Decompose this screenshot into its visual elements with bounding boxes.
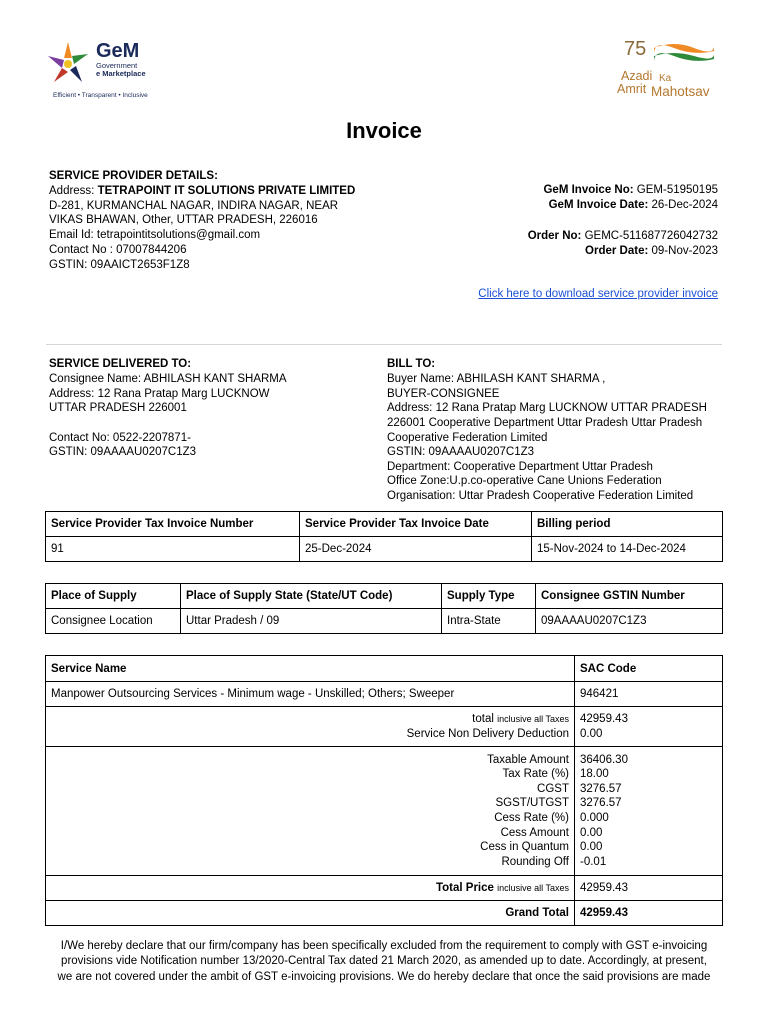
gem-star-icon: [42, 38, 94, 90]
tax-values: 36406.30 18.00 3276.57 3276.57 0.000 0.00 0.00 -0.01: [575, 747, 723, 876]
sac-code-header: SAC Code: [575, 656, 723, 682]
mahotsav-text: Mahotsav: [651, 84, 710, 99]
service-name: Manpower Outsourcing Services - Minimum wage - Unskilled; Others; Sweeper: [46, 682, 575, 707]
table-cell: 25-Dec-2024: [300, 537, 532, 562]
tax-invoice-table: [45, 511, 723, 562]
gem-tagline: Efficient • Transparent • Inclusive: [53, 92, 148, 99]
table-header: Consignee GSTIN Number: [536, 584, 723, 609]
provider-address-line1: Address: TETRAPOINT IT SOLUTIONS PRIVATE LIMITED: [49, 185, 356, 197]
divider: [46, 344, 722, 345]
table-row: [46, 609, 723, 634]
table-row: [46, 682, 723, 707]
bill-to-heading: BILL TO:: [387, 358, 436, 370]
bill-address3: Cooperative Federation Limited: [387, 432, 548, 444]
table-header-row: [46, 512, 723, 537]
flag-icon: [654, 42, 714, 66]
table-header: Service Provider Tax Invoice Date: [300, 512, 532, 537]
gem-subtitle: Government e Marketplace: [96, 61, 146, 78]
azadi-ka-amrit-mahotsav-logo: [616, 38, 728, 100]
buyer-name: Buyer Name: ABHILASH KANT SHARMA ,: [387, 373, 606, 385]
bill-address1: Address: 12 Rana Pratap Marg LUCKNOW UTTAR PRADESH: [387, 402, 707, 414]
place-of-supply-table: [45, 583, 723, 634]
grand-total-value: 42959.43: [575, 901, 723, 926]
table-cell: Uttar Pradesh / 09: [181, 609, 442, 634]
table-header: Service Provider Tax Invoice Number: [46, 512, 300, 537]
provider-address-line2: D-281, KURMANCHAL NAGAR, INDIRA NAGAR, NEAR: [49, 200, 339, 212]
table-cell: Intra-State: [442, 609, 536, 634]
provider-gstin: GSTIN: 09AAICT2653F1Z8: [49, 259, 190, 271]
table-row: [46, 707, 723, 747]
table-row: [46, 901, 723, 926]
table-header-row: [46, 584, 723, 609]
bill-gstin: GSTIN: 09AAAAU0207C1Z3: [387, 446, 535, 458]
bill-department: Department: Cooperative Department Uttar Pradesh: [387, 461, 653, 473]
gem-logo: [40, 38, 170, 102]
buyer-role: BUYER-CONSIGNEE: [387, 388, 500, 400]
bill-address2: 226001 Cooperative Department Uttar Pradesh Uttar Pradesh: [387, 417, 703, 429]
table-cell: Consignee Location: [46, 609, 181, 634]
table-cell: 91: [46, 537, 300, 562]
download-provider-invoice-link[interactable]: Click here to download service provider invoice: [478, 288, 718, 300]
provider-heading: SERVICE PROVIDER DETAILS:: [49, 170, 218, 182]
amrit-text: Amrit: [617, 82, 647, 96]
azadi-text: Azadi: [621, 69, 653, 83]
table-header: Billing period: [532, 512, 723, 537]
table-header: Supply Type: [442, 584, 536, 609]
consignee-address1: Address: 12 Rana Pratap Marg LUCKNOW: [49, 388, 270, 400]
table-cell: 15-Nov-2024 to 14-Dec-2024: [532, 537, 723, 562]
page-title: Invoice: [346, 118, 422, 143]
total-price-value: 42959.43: [575, 876, 723, 901]
bill-organisation: Organisation: Uttar Pradesh Cooperative Federation Limited: [387, 490, 694, 502]
gem-invoice-date: GeM Invoice Date: 26-Dec-2024: [548, 199, 718, 211]
total-price-label: Total Price inclusive all Taxes: [46, 876, 575, 901]
consignee-gstin: GSTIN: 09AAAAU0207C1Z3: [49, 446, 197, 458]
provider-contact: Contact No : 07007844206: [49, 244, 187, 256]
bill-office-zone: Office Zone:U.p.co-operative Cane Unions Federation: [387, 475, 662, 487]
order-no: Order No: GEMC-511687726042732: [527, 230, 718, 242]
tax-labels: Taxable Amount Tax Rate (%) CGST SGST/UTGST Cess Rate (%) Cess Amount Cess in Quantum Rounding Off: [46, 747, 575, 876]
consignee-contact: Contact No: 0522-2207871-: [49, 432, 191, 444]
provider-company: TETRAPOINT IT SOLUTIONS PRIVATE LIMITED: [97, 185, 356, 197]
order-date: Order Date: 09-Nov-2023: [585, 245, 718, 257]
consignee-name: Consignee Name: ABHILASH KANT SHARMA: [49, 373, 287, 385]
provider-email: Email Id: tetrapointitsolutions@gmail.com: [49, 229, 261, 241]
gem-brand: GeM: [96, 40, 140, 62]
grand-total-label: Grand Total: [46, 901, 575, 926]
table-header-row: [46, 656, 723, 682]
ka-text: Ka: [659, 73, 672, 84]
totals-values: 42959.43 0.00: [575, 707, 723, 747]
table-cell: 09AAAAU0207C1Z3: [536, 609, 723, 634]
table-header: Place of Supply State (State/UT Code): [181, 584, 442, 609]
service-name-header: Service Name: [46, 656, 575, 682]
service-amount-table: [45, 655, 723, 926]
consignee-address2: UTTAR PRADESH 226001: [49, 402, 187, 414]
azadi-75: 75: [624, 38, 647, 60]
declaration-text: I/We hereby declare that our firm/company has been specifically excluded from the requirement to comply with GST e-invoicing provisions vide Notification number 13/2020-Central Tax dated 21 March 2020, as amended up to date. Accordingly, at present, we are not covered under the ambit of GST e-invoicing provisions. We do hereby declare that once the said provisions are made: [57, 940, 711, 983]
table-header: Place of Supply: [46, 584, 181, 609]
table-row: [46, 747, 723, 876]
table-row: [46, 876, 723, 901]
delivered-to-heading: SERVICE DELIVERED TO:: [49, 358, 192, 370]
gem-invoice-no: GeM Invoice No: GEM-51950195: [543, 184, 718, 196]
sac-code: 946421: [575, 682, 723, 707]
totals-labels: total inclusive all Taxes Service Non Delivery Deduction: [46, 707, 575, 747]
table-row: [46, 537, 723, 562]
provider-address-line3: VIKAS BHAWAN, Other, UTTAR PRADESH, 226016: [49, 214, 318, 226]
